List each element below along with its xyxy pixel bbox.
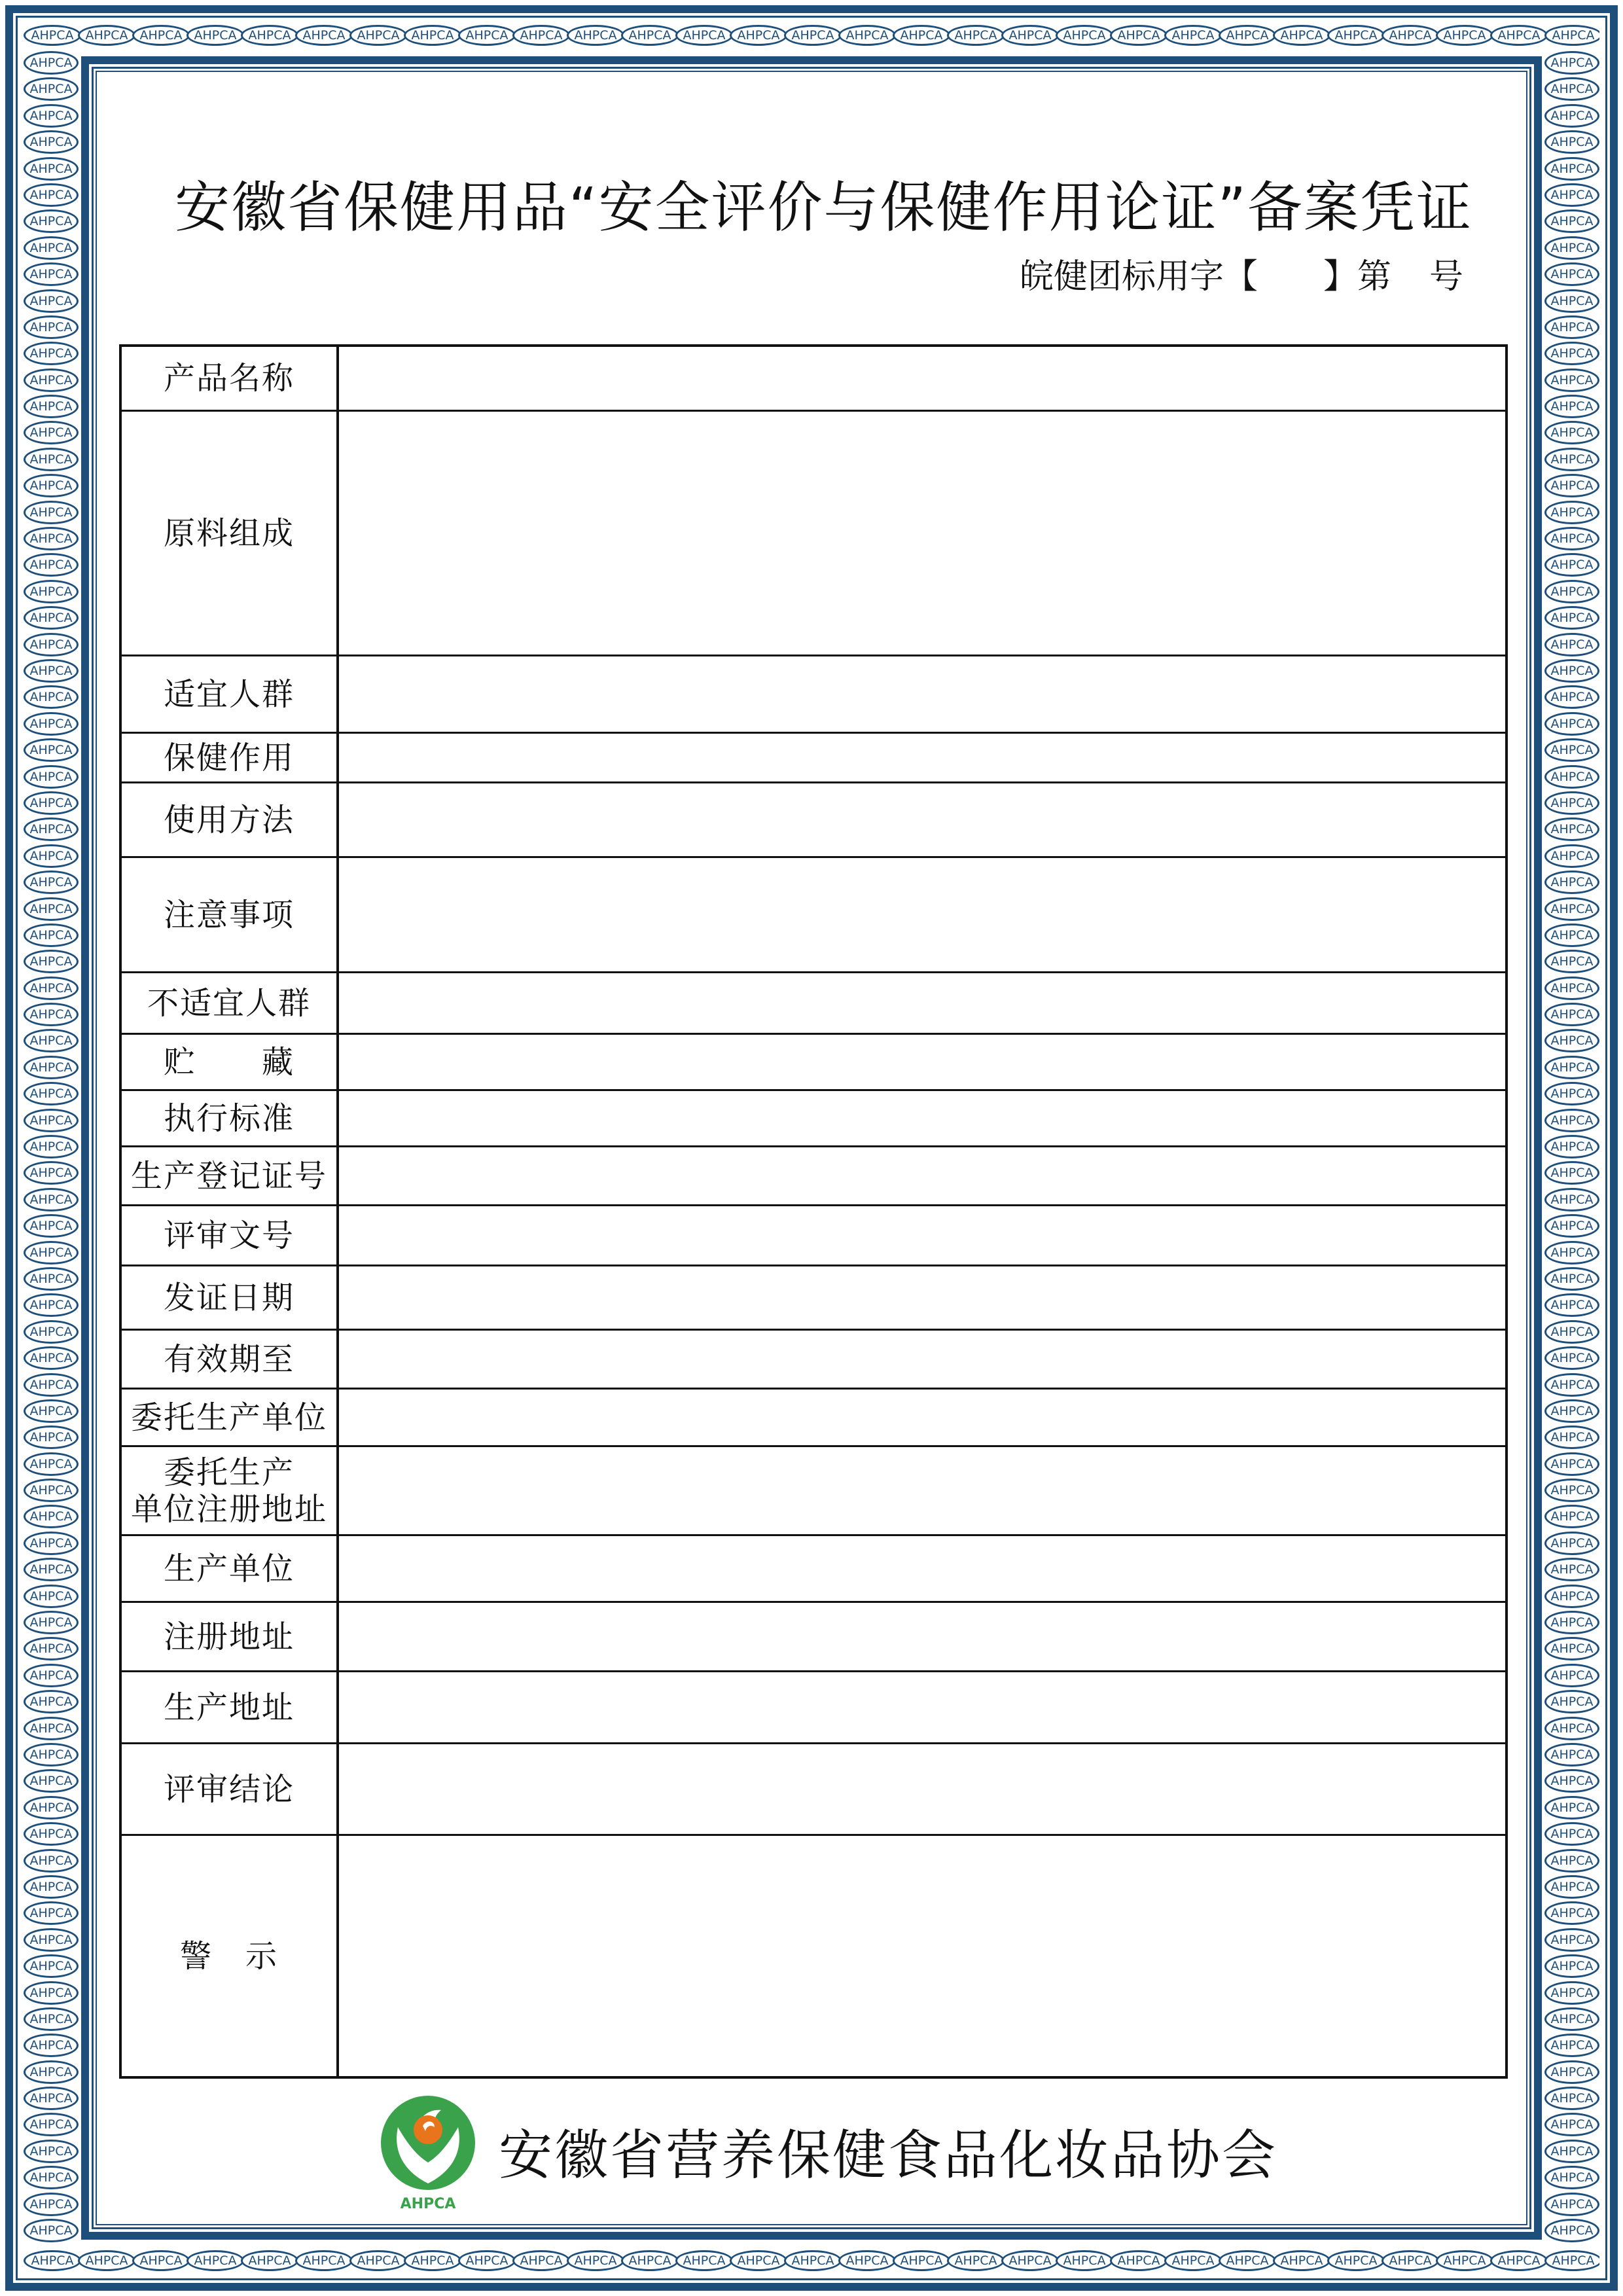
border-motif-oval: AHPCA — [24, 77, 79, 101]
border-motif-oval: AHPCA — [1001, 2250, 1059, 2271]
border-motif-oval: AHPCA — [1544, 1056, 1599, 1079]
border-motif-oval: AHPCA — [24, 501, 79, 524]
border-motif-oval: AHPCA — [512, 25, 570, 46]
border-motif-oval: AHPCA — [1544, 183, 1599, 207]
form-row-production-registration-no — [122, 1145, 1505, 1204]
border-motif-oval: AHPCA — [24, 1241, 79, 1265]
form-row-warning — [122, 1834, 1505, 2077]
border-motif-oval: AHPCA — [404, 25, 461, 46]
border-motif-oval: AHPCA — [24, 1320, 79, 1344]
border-motif-oval: AHPCA — [24, 1135, 79, 1158]
border-motif-oval: AHPCA — [1382, 25, 1439, 46]
border-motif-oval: AHPCA — [458, 2250, 516, 2271]
border-motif-oval: AHPCA — [24, 1293, 79, 1317]
border-motif-oval: AHPCA — [24, 712, 79, 736]
border-motif-oval: AHPCA — [24, 1558, 79, 1581]
border-motif-oval: AHPCA — [1544, 1346, 1599, 1370]
border-motif-oval: AHPCA — [1544, 924, 1599, 947]
form-label-warning: 警 示 — [122, 1836, 339, 2077]
form-label-production-registration-no: 生产登记证号 — [122, 1147, 339, 1204]
border-motif-oval: AHPCA — [1544, 844, 1599, 868]
border-motif-oval: AHPCA — [24, 1479, 79, 1502]
border-motif-oval: AHPCA — [24, 2250, 81, 2271]
form-label-issue-date: 发证日期 — [122, 1266, 339, 1329]
form-value-precautions[interactable] — [339, 858, 1505, 971]
border-motif-oval: AHPCA — [1327, 2250, 1385, 2271]
border-motif-oval: AHPCA — [838, 2250, 896, 2271]
form-row-precautions — [122, 856, 1505, 971]
border-motif-oval: AHPCA — [24, 2219, 79, 2242]
border-motif-oval: AHPCA — [24, 1769, 79, 1793]
form-label-precautions: 注意事项 — [122, 858, 339, 971]
form-label-review-document-no: 评审文号 — [122, 1206, 339, 1265]
border-motif-oval: AHPCA — [24, 209, 79, 233]
form-label-valid-until: 有效期至 — [122, 1331, 339, 1388]
form-value-health-function[interactable] — [339, 734, 1505, 781]
border-motif-oval: AHPCA — [24, 236, 79, 260]
border-motif-oval: AHPCA — [24, 51, 79, 75]
border-motif-oval: AHPCA — [512, 2250, 570, 2271]
border-motif-oval: AHPCA — [1544, 1267, 1599, 1291]
border-motif-oval: AHPCA — [24, 685, 79, 709]
border-motif-oval: AHPCA — [458, 25, 516, 46]
border-motif-oval: AHPCA — [1544, 1611, 1599, 1634]
border-motif-oval: AHPCA — [1544, 1954, 1599, 1978]
border-motif-oval: AHPCA — [1544, 1082, 1599, 1105]
border-motif-oval: AHPCA — [1544, 1320, 1599, 1344]
border-motif-oval: AHPCA — [24, 553, 79, 577]
border-motif-oval: AHPCA — [1544, 1743, 1599, 1767]
border-motif-oval: AHPCA — [24, 1901, 79, 1925]
border-band-top — [24, 24, 1599, 46]
form-row-commissioned-producer-address — [122, 1445, 1505, 1534]
border-motif-oval: AHPCA — [78, 2250, 135, 2271]
association-logo — [378, 2093, 478, 2212]
form-value-registered-address[interactable] — [339, 1603, 1505, 1670]
form-label-health-function: 保健作用 — [122, 734, 339, 781]
border-motif-oval: AHPCA — [1544, 1426, 1599, 1449]
border-motif-oval: AHPCA — [1544, 51, 1599, 75]
border-motif-oval: AHPCA — [24, 1585, 79, 1608]
border-motif-oval: AHPCA — [1001, 25, 1059, 46]
form-row-suitable-population — [122, 655, 1505, 732]
border-motif-oval: AHPCA — [24, 130, 79, 154]
form-row-valid-until — [122, 1329, 1505, 1388]
logo-text: AHPCA — [400, 2196, 456, 2212]
border-motif-oval: AHPCA — [1544, 395, 1599, 418]
border-motif-oval: AHPCA — [132, 25, 190, 46]
border-motif-oval: AHPCA — [404, 2250, 461, 2271]
form-value-review-conclusion[interactable] — [339, 1744, 1505, 1834]
border-motif-oval: AHPCA — [1544, 1875, 1599, 1899]
border-motif-oval: AHPCA — [24, 1743, 79, 1767]
border-motif-oval: AHPCA — [1544, 897, 1599, 921]
form-value-issue-date[interactable] — [339, 1266, 1505, 1329]
border-motif-oval: AHPCA — [1544, 1981, 1599, 2005]
form-value-product-name[interactable] — [339, 347, 1505, 410]
border-motif-oval: AHPCA — [1544, 2250, 1599, 2271]
border-motif-oval: AHPCA — [1544, 77, 1599, 101]
border-motif-oval: AHPCA — [1490, 25, 1548, 46]
border-motif-oval: AHPCA — [24, 1346, 79, 1370]
border-motif-oval: AHPCA — [1544, 448, 1599, 471]
border-motif-oval: AHPCA — [1544, 1135, 1599, 1158]
border-motif-oval: AHPCA — [1544, 817, 1599, 841]
border-motif-oval: AHPCA — [24, 2060, 79, 2084]
border-motif-oval: AHPCA — [1436, 2250, 1493, 2271]
border-motif-oval: AHPCA — [24, 1822, 79, 1846]
form-value-commissioned-producer-address[interactable] — [339, 1447, 1505, 1534]
document-number-suffix: 号 — [1429, 257, 1463, 296]
border-motif-oval: AHPCA — [349, 25, 407, 46]
border-motif-oval: AHPCA — [1544, 1293, 1599, 1317]
border-motif-oval: AHPCA — [1544, 2193, 1599, 2216]
border-band-right — [1544, 51, 1599, 2245]
border-motif-oval: AHPCA — [24, 289, 79, 313]
border-motif-oval: AHPCA — [947, 2250, 1005, 2271]
border-motif-oval: AHPCA — [24, 897, 79, 921]
border-motif-oval: AHPCA — [1219, 2250, 1276, 2271]
border-motif-oval: AHPCA — [1544, 712, 1599, 736]
border-motif-oval: AHPCA — [24, 1214, 79, 1238]
border-motif-oval: AHPCA — [24, 844, 79, 868]
border-motif-oval: AHPCA — [1544, 2140, 1599, 2163]
border-motif-oval: AHPCA — [1544, 1479, 1599, 1502]
border-motif-oval: AHPCA — [567, 2250, 624, 2271]
border-motif-oval: AHPCA — [1544, 1901, 1599, 1925]
border-motif-oval: AHPCA — [1544, 1029, 1599, 1052]
border-motif-oval: AHPCA — [24, 791, 79, 815]
border-motif-oval: AHPCA — [78, 25, 135, 46]
border-motif-oval: AHPCA — [1544, 209, 1599, 233]
border-motif-oval: AHPCA — [24, 2140, 79, 2163]
border-motif-oval: AHPCA — [1544, 2166, 1599, 2189]
border-motif-oval: AHPCA — [1273, 25, 1330, 46]
organization-name: 安徽省营养保健食品化妆品协会 — [499, 2125, 1278, 2187]
border-motif-oval: AHPCA — [1110, 25, 1168, 46]
border-motif-oval: AHPCA — [1544, 262, 1599, 286]
border-motif-oval: AHPCA — [24, 315, 79, 339]
border-motif-oval: AHPCA — [24, 1954, 79, 1978]
form-value-production-unit[interactable] — [339, 1536, 1505, 1601]
border-motif-oval: AHPCA — [1544, 1690, 1599, 1713]
border-motif-oval: AHPCA — [1544, 685, 1599, 709]
border-motif-oval: AHPCA — [784, 2250, 842, 2271]
border-motif-oval: AHPCA — [1544, 1241, 1599, 1265]
border-motif-oval: AHPCA — [1544, 1161, 1599, 1185]
border-motif-oval: AHPCA — [24, 1426, 79, 1449]
border-motif-oval: AHPCA — [1110, 2250, 1168, 2271]
border-motif-oval: AHPCA — [132, 2250, 190, 2271]
border-motif-oval: AHPCA — [1544, 25, 1599, 46]
border-motif-oval: AHPCA — [1544, 1769, 1599, 1793]
border-motif-oval: AHPCA — [1164, 2250, 1222, 2271]
document-number-prefix: 皖健团标用字【 — [1019, 257, 1258, 296]
border-motif-oval: AHPCA — [24, 580, 79, 603]
form-label-usage-method: 使用方法 — [122, 783, 339, 856]
form-row-storage — [122, 1033, 1505, 1089]
border-motif-oval: AHPCA — [675, 2250, 733, 2271]
form-value-suitable-population[interactable] — [339, 656, 1505, 732]
form-label-commissioned-producer-address: 委托生产 单位注册地址 — [122, 1447, 339, 1534]
border-motif-oval: AHPCA — [1544, 2219, 1599, 2242]
form-label-suitable-population: 适宜人群 — [122, 656, 339, 732]
border-motif-oval: AHPCA — [24, 527, 79, 550]
border-motif-oval: AHPCA — [24, 738, 79, 762]
form-value-unsuitable-population[interactable] — [339, 973, 1505, 1033]
border-motif-oval: AHPCA — [295, 25, 353, 46]
form-row-issue-date — [122, 1265, 1505, 1329]
form-row-production-address — [122, 1670, 1505, 1742]
border-motif-oval: AHPCA — [24, 474, 79, 497]
border-motif-oval: AHPCA — [1544, 1109, 1599, 1132]
border-motif-oval: AHPCA — [24, 2113, 79, 2136]
border-motif-oval: AHPCA — [1544, 977, 1599, 1000]
form-value-valid-until[interactable] — [339, 1331, 1505, 1388]
form-row-registered-address — [122, 1601, 1505, 1670]
border-motif-oval: AHPCA — [1544, 950, 1599, 973]
border-motif-oval: AHPCA — [1544, 1003, 1599, 1026]
border-motif-oval: AHPCA — [24, 1003, 79, 1026]
border-motif-oval: AHPCA — [1544, 1585, 1599, 1608]
border-motif-oval: AHPCA — [1544, 659, 1599, 683]
border-motif-oval: AHPCA — [24, 183, 79, 207]
border-motif-oval: AHPCA — [1436, 25, 1493, 46]
form-label-ingredients: 原料组成 — [122, 412, 339, 655]
border-motif-oval: AHPCA — [24, 2087, 79, 2110]
border-motif-oval: AHPCA — [1544, 474, 1599, 497]
border-motif-oval: AHPCA — [1544, 1822, 1599, 1846]
border-motif-oval: AHPCA — [1544, 1532, 1599, 1555]
border-motif-oval: AHPCA — [24, 1717, 79, 1740]
border-motif-oval: AHPCA — [1544, 1505, 1599, 1528]
border-motif-oval: AHPCA — [1382, 2250, 1439, 2271]
border-motif-oval: AHPCA — [187, 2250, 244, 2271]
border-motif-oval: AHPCA — [1544, 553, 1599, 577]
border-motif-oval: AHPCA — [947, 25, 1005, 46]
border-motif-oval: AHPCA — [1544, 342, 1599, 365]
border-motif-oval: AHPCA — [24, 1056, 79, 1079]
border-motif-oval: AHPCA — [1544, 1796, 1599, 1820]
border-motif-oval: AHPCA — [1544, 1717, 1599, 1740]
border-motif-oval: AHPCA — [621, 2250, 679, 2271]
filing-form-table — [119, 344, 1508, 2079]
border-motif-oval: AHPCA — [24, 1637, 79, 1660]
border-motif-oval: AHPCA — [24, 395, 79, 418]
form-value-commissioned-producer[interactable] — [339, 1390, 1505, 1445]
border-motif-oval: AHPCA — [24, 2166, 79, 2189]
border-motif-oval: AHPCA — [1490, 2250, 1548, 2271]
border-motif-oval: AHPCA — [24, 1928, 79, 1952]
border-motif-oval: AHPCA — [24, 1611, 79, 1634]
form-row-ingredients — [122, 410, 1505, 655]
border-motif-oval: AHPCA — [24, 2007, 79, 2031]
border-motif-oval: AHPCA — [1544, 791, 1599, 815]
border-motif-oval: AHPCA — [838, 25, 896, 46]
border-motif-oval: AHPCA — [893, 25, 950, 46]
border-motif-oval: AHPCA — [784, 25, 842, 46]
border-motif-oval: AHPCA — [187, 25, 244, 46]
border-motif-oval: AHPCA — [24, 977, 79, 1000]
form-label-commissioned-producer: 委托生产单位 — [122, 1390, 339, 1445]
border-motif-oval: AHPCA — [24, 1399, 79, 1423]
form-row-product-name — [122, 347, 1505, 410]
document-number-middle: 】第 — [1323, 257, 1391, 296]
form-value-usage-method[interactable] — [339, 783, 1505, 856]
border-motif-oval: AHPCA — [1544, 1849, 1599, 1873]
document-number — [1020, 249, 1463, 298]
border-band-left — [24, 51, 79, 2245]
border-motif-oval: AHPCA — [1544, 421, 1599, 444]
border-motif-oval: AHPCA — [1544, 104, 1599, 128]
border-motif-oval: AHPCA — [24, 157, 79, 181]
border-motif-oval: AHPCA — [24, 1796, 79, 1820]
border-motif-oval: AHPCA — [1544, 1373, 1599, 1397]
border-motif-oval: AHPCA — [349, 2250, 407, 2271]
border-motif-oval: AHPCA — [24, 1690, 79, 1713]
border-motif-oval: AHPCA — [1544, 527, 1599, 550]
border-motif-oval: AHPCA — [1544, 633, 1599, 656]
border-motif-oval: AHPCA — [1219, 25, 1276, 46]
form-label-production-address: 生产地址 — [122, 1672, 339, 1742]
border-motif-oval: AHPCA — [24, 25, 81, 46]
border-motif-oval: AHPCA — [1544, 1928, 1599, 1952]
border-motif-oval: AHPCA — [24, 606, 79, 630]
border-motif-oval: AHPCA — [24, 342, 79, 365]
border-motif-oval: AHPCA — [1544, 580, 1599, 603]
border-motif-oval: AHPCA — [24, 1532, 79, 1555]
form-row-commissioned-producer — [122, 1388, 1505, 1445]
border-motif-oval: AHPCA — [1544, 236, 1599, 260]
border-motif-oval: AHPCA — [24, 633, 79, 656]
form-row-review-document-no — [122, 1204, 1505, 1265]
form-row-unsuitable-population — [122, 971, 1505, 1033]
border-motif-oval: AHPCA — [1544, 315, 1599, 339]
border-motif-oval: AHPCA — [24, 368, 79, 392]
form-value-ingredients[interactable] — [339, 412, 1505, 655]
form-value-storage[interactable] — [339, 1035, 1505, 1089]
border-motif-oval: AHPCA — [24, 2193, 79, 2216]
border-motif-oval: AHPCA — [675, 25, 733, 46]
border-motif-oval: AHPCA — [24, 659, 79, 683]
border-motif-oval: AHPCA — [24, 1029, 79, 1052]
form-value-production-registration-no[interactable] — [339, 1147, 1505, 1204]
form-label-review-conclusion: 评审结论 — [122, 1744, 339, 1834]
border-motif-oval: AHPCA — [241, 2250, 298, 2271]
border-motif-oval: AHPCA — [1273, 2250, 1330, 2271]
border-motif-oval: AHPCA — [24, 104, 79, 128]
border-motif-oval: AHPCA — [1544, 130, 1599, 154]
border-motif-oval: AHPCA — [621, 25, 679, 46]
form-label-product-name: 产品名称 — [122, 347, 339, 410]
border-motif-oval: AHPCA — [1544, 2007, 1599, 2031]
border-motif-oval: AHPCA — [1544, 1664, 1599, 1687]
border-motif-oval: AHPCA — [1544, 1214, 1599, 1238]
border-motif-oval: AHPCA — [24, 448, 79, 471]
border-motif-oval: AHPCA — [24, 1109, 79, 1132]
border-motif-oval: AHPCA — [730, 2250, 787, 2271]
border-motif-oval: AHPCA — [1327, 25, 1385, 46]
border-motif-oval: AHPCA — [24, 817, 79, 841]
border-motif-oval: AHPCA — [1544, 2060, 1599, 2084]
border-motif-oval: AHPCA — [1544, 606, 1599, 630]
border-motif-oval: AHPCA — [1544, 1188, 1599, 1211]
border-motif-oval: AHPCA — [1056, 2250, 1113, 2271]
border-motif-oval: AHPCA — [241, 25, 298, 46]
border-motif-oval: AHPCA — [1056, 25, 1113, 46]
border-motif-oval: AHPCA — [1544, 157, 1599, 181]
border-motif-oval: AHPCA — [24, 2034, 79, 2057]
border-motif-oval: AHPCA — [1544, 1452, 1599, 1476]
border-motif-oval: AHPCA — [730, 25, 787, 46]
form-row-usage-method — [122, 781, 1505, 856]
border-motif-oval: AHPCA — [24, 1664, 79, 1687]
border-motif-oval: AHPCA — [1544, 738, 1599, 762]
border-motif-oval: AHPCA — [1544, 1558, 1599, 1581]
border-motif-oval: AHPCA — [1544, 765, 1599, 789]
border-motif-oval: AHPCA — [893, 2250, 950, 2271]
border-motif-oval: AHPCA — [24, 1161, 79, 1185]
form-label-production-unit: 生产单位 — [122, 1536, 339, 1601]
border-motif-oval: AHPCA — [1544, 2034, 1599, 2057]
form-value-review-document-no[interactable] — [339, 1206, 1505, 1265]
border-motif-oval: AHPCA — [24, 870, 79, 894]
border-motif-oval: AHPCA — [24, 1452, 79, 1476]
border-motif-oval: AHPCA — [24, 950, 79, 973]
border-motif-oval: AHPCA — [24, 1373, 79, 1397]
border-motif-oval: AHPCA — [24, 1849, 79, 1873]
form-row-health-function — [122, 732, 1505, 781]
form-label-registered-address: 注册地址 — [122, 1603, 339, 1670]
border-motif-oval: AHPCA — [1544, 870, 1599, 894]
border-motif-oval: AHPCA — [24, 765, 79, 789]
border-motif-oval: AHPCA — [1544, 1637, 1599, 1660]
border-motif-oval: AHPCA — [1544, 289, 1599, 313]
border-motif-oval: AHPCA — [295, 2250, 353, 2271]
border-motif-oval: AHPCA — [24, 1505, 79, 1528]
border-motif-oval: AHPCA — [24, 1267, 79, 1291]
border-motif-oval: AHPCA — [24, 1875, 79, 1899]
border-motif-oval: AHPCA — [1544, 368, 1599, 392]
form-row-review-conclusion — [122, 1742, 1505, 1834]
border-band-bottom — [24, 2250, 1599, 2272]
border-motif-oval: AHPCA — [24, 924, 79, 947]
border-motif-oval: AHPCA — [24, 262, 79, 286]
certificate-title: 安徽省保健用品“安全评价与保健作用论证”备案凭证 — [174, 175, 1472, 240]
form-value-execution-standard[interactable] — [339, 1091, 1505, 1145]
form-value-production-address[interactable] — [339, 1672, 1505, 1742]
border-motif-oval: AHPCA — [567, 25, 624, 46]
form-label-execution-standard: 执行标准 — [122, 1091, 339, 1145]
border-motif-oval: AHPCA — [1544, 2087, 1599, 2110]
border-motif-oval: AHPCA — [24, 1981, 79, 2005]
form-value-warning[interactable] — [339, 1836, 1505, 2077]
border-motif-oval: AHPCA — [1544, 1399, 1599, 1423]
border-motif-oval: AHPCA — [24, 421, 79, 444]
border-motif-oval: AHPCA — [24, 1082, 79, 1105]
border-motif-oval: AHPCA — [1544, 501, 1599, 524]
form-row-execution-standard — [122, 1089, 1505, 1145]
form-row-production-unit — [122, 1534, 1505, 1601]
border-motif-oval: AHPCA — [24, 1188, 79, 1211]
form-label-unsuitable-population: 不适宜人群 — [122, 973, 339, 1033]
border-motif-oval: AHPCA — [1164, 25, 1222, 46]
border-motif-oval: AHPCA — [1544, 2113, 1599, 2136]
form-label-storage: 贮 藏 — [122, 1035, 339, 1089]
